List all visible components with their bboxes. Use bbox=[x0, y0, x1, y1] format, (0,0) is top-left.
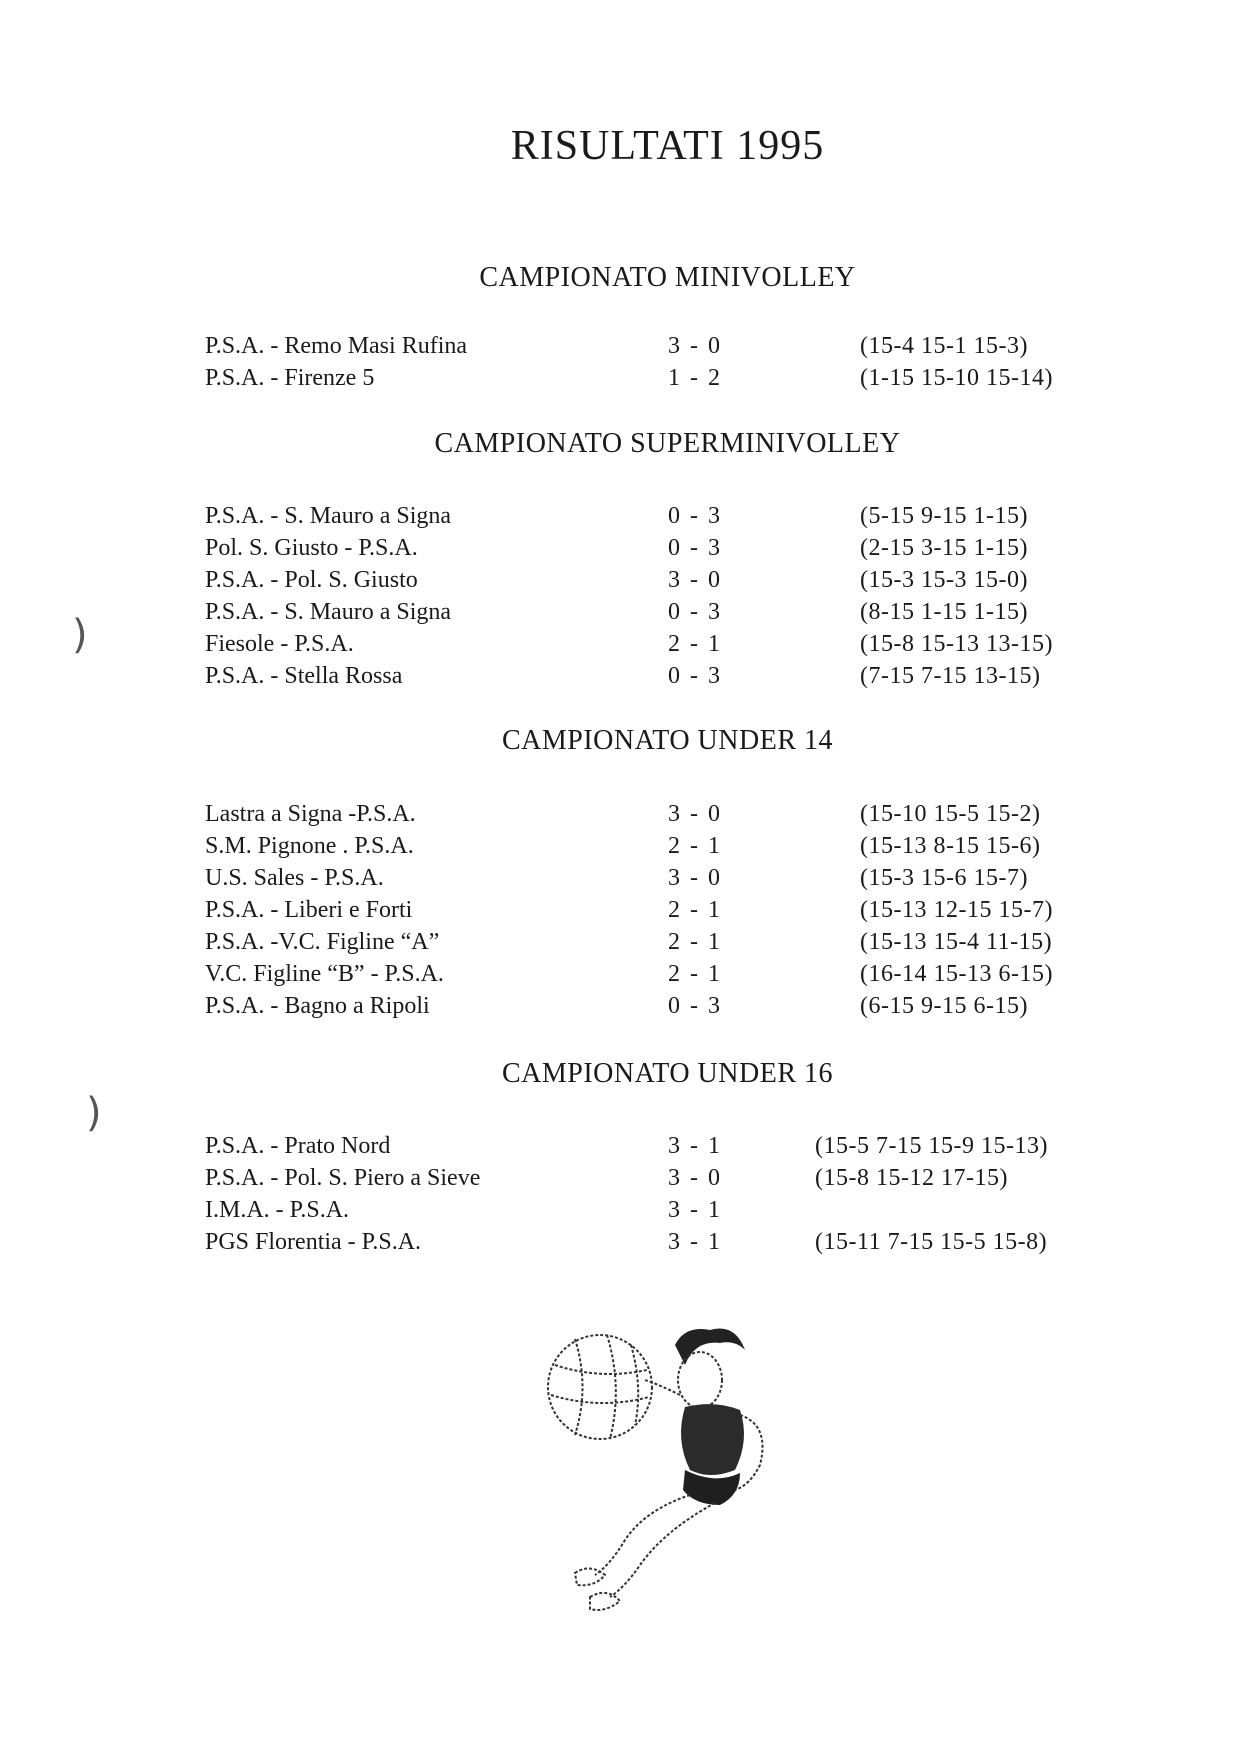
match-score: 3 - 0 bbox=[668, 1165, 722, 1191]
match-score: 2 - 1 bbox=[668, 833, 722, 859]
match-teams: S.M. Pignone . P.S.A. bbox=[205, 833, 414, 859]
match-teams: P.S.A. -V.C. Figline “A” bbox=[205, 929, 440, 955]
match-teams: P.S.A. - Pol. S. Giusto bbox=[205, 567, 418, 593]
match-teams: P.S.A. - Stella Rossa bbox=[205, 663, 403, 689]
match-score: 3 - 0 bbox=[668, 567, 722, 593]
set-scores: (15-3 15-6 15-7) bbox=[860, 865, 1028, 891]
page-title: RISULTATI 1995 bbox=[510, 123, 825, 169]
volleyball-player-illustration bbox=[535, 1325, 815, 1625]
match-score: 0 - 3 bbox=[668, 503, 722, 529]
set-scores: (15-13 8-15 15-6) bbox=[860, 833, 1041, 859]
set-scores: (5-15 9-15 1-15) bbox=[860, 503, 1028, 529]
match-teams: V.C. Figline “B” - P.S.A. bbox=[205, 961, 444, 987]
match-score: 0 - 3 bbox=[668, 535, 722, 561]
match-teams: U.S. Sales - P.S.A. bbox=[205, 865, 384, 891]
set-scores: (15-5 7-15 15-9 15-13) bbox=[815, 1133, 1048, 1159]
match-teams: P.S.A. - S. Mauro a Signa bbox=[205, 503, 452, 529]
match-score: 3 - 0 bbox=[668, 801, 722, 827]
match-score: 0 - 3 bbox=[668, 663, 722, 689]
match-score: 3 - 0 bbox=[668, 865, 722, 891]
set-scores: (15-8 15-12 17-15) bbox=[815, 1165, 1008, 1191]
set-scores: (15-3 15-3 15-0) bbox=[860, 567, 1028, 593]
match-teams: Pol. S. Giusto - P.S.A. bbox=[205, 535, 418, 561]
set-scores: (2-15 3-15 1-15) bbox=[860, 535, 1028, 561]
match-score: 3 - 0 bbox=[668, 333, 722, 359]
match-teams: Fiesole - P.S.A. bbox=[205, 631, 354, 657]
set-scores: (15-11 7-15 15-5 15-8) bbox=[815, 1229, 1048, 1255]
set-scores: (16-14 15-13 6-15) bbox=[860, 961, 1053, 987]
match-score: 2 - 1 bbox=[668, 631, 722, 657]
match-score: 1 - 2 bbox=[668, 365, 722, 391]
match-teams: P.S.A. - Remo Masi Rufina bbox=[205, 333, 468, 359]
set-scores: (15-4 15-1 15-3) bbox=[860, 333, 1028, 359]
set-scores: (7-15 7-15 13-15) bbox=[860, 663, 1041, 689]
set-scores: (15-8 15-13 13-15) bbox=[860, 631, 1053, 657]
match-score: 2 - 1 bbox=[668, 961, 722, 987]
match-teams: P.S.A. - S. Mauro a Signa bbox=[205, 599, 452, 625]
section-heading-under-14: CAMPIONATO UNDER 14 bbox=[501, 725, 833, 756]
set-scores: (15-13 15-4 11-15) bbox=[860, 929, 1053, 955]
match-teams: P.S.A. - Pol. S. Piero a Sieve bbox=[205, 1165, 481, 1191]
volleyball-icon bbox=[548, 1335, 652, 1439]
section-heading-minivolley: CAMPIONATO MINIVOLLEY bbox=[479, 262, 856, 293]
match-score: 0 - 3 bbox=[668, 599, 722, 625]
match-score: 0 - 3 bbox=[668, 993, 722, 1019]
match-score: 2 - 1 bbox=[668, 897, 722, 923]
match-teams: P.S.A. - Firenze 5 bbox=[205, 365, 375, 391]
match-teams: P.S.A. - Liberi e Forti bbox=[205, 897, 413, 923]
match-teams: PGS Florentia - P.S.A. bbox=[205, 1229, 422, 1255]
match-score: 2 - 1 bbox=[668, 929, 722, 955]
set-scores: (1-15 15-10 15-14) bbox=[860, 365, 1053, 391]
match-score: 3 - 1 bbox=[668, 1197, 722, 1223]
player-shorts-icon bbox=[683, 1470, 740, 1505]
binder-hole-mark: ) bbox=[72, 612, 88, 658]
section-heading-superminivolley: CAMPIONATO SUPERMINIVOLLEY bbox=[434, 428, 901, 459]
set-scores: (15-13 12-15 15-7) bbox=[860, 897, 1053, 923]
set-scores: (8-15 1-15 1-15) bbox=[860, 599, 1028, 625]
set-scores: (15-10 15-5 15-2) bbox=[860, 801, 1041, 827]
player-shirt-icon bbox=[681, 1404, 744, 1475]
match-score: 3 - 1 bbox=[668, 1229, 722, 1255]
match-teams: Lastra a Signa -P.S.A. bbox=[205, 801, 416, 827]
set-scores: (6-15 9-15 6-15) bbox=[860, 993, 1028, 1019]
match-teams: P.S.A. - Prato Nord bbox=[205, 1133, 391, 1159]
match-score: 3 - 1 bbox=[668, 1133, 722, 1159]
binder-hole-mark: ) bbox=[86, 1090, 102, 1136]
match-teams: P.S.A. - Bagno a Ripoli bbox=[205, 993, 430, 1019]
section-heading-under-16: CAMPIONATO UNDER 16 bbox=[501, 1058, 833, 1089]
match-teams: I.M.A. - P.S.A. bbox=[205, 1197, 350, 1223]
